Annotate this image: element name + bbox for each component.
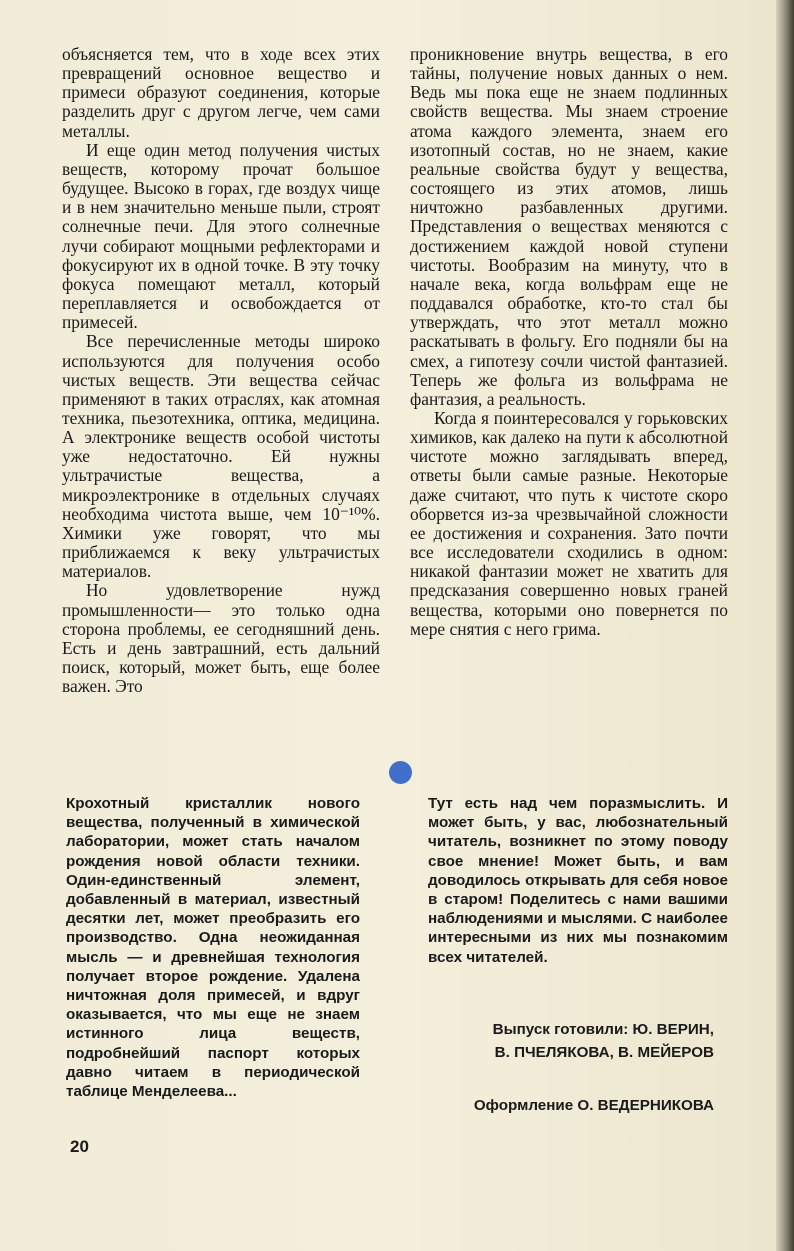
page-number: 20: [70, 1137, 89, 1156]
design-credit: Оформление О. ВЕДЕРНИКОВА: [473, 1097, 714, 1114]
paragraph: Но удовлетворение нужд промышленности— это только одна сторона проблемы, ее сегодняшний день. Есть и день завтрашний, есть дальний поиск, который, может быть, еще более важен. Это: [62, 580, 380, 697]
paragraph: объясняется тем, что в ходе всех этих превращений основное вещество и примеси образуют соединения, которые разделить друг с другом легче, чем сами металлы.: [62, 44, 380, 141]
summary-left-block: [66, 794, 360, 1101]
right-text-column: [410, 45, 728, 639]
summary-text: Крохотный кристаллик нового вещества, полученный в химической лаборатории, может стать началом рождения новой области техники. Один-единственный элемент, добавленный в материал, известный десятки лет, может преобразить его производство. Одна неожиданная мысль — и древнейшая технология получает второе рождение. Удалена ничтожная доля примесей, и вдруг оказывается, что мы еще не знаем истинного лица веществ, подробнейший паспорт которых давно читаем в периодической таблице Менделеева...: [66, 795, 360, 1101]
credits-line: В. ПЧЕЛЯКОВА, В. МЕЙЕРОВ: [494, 1044, 714, 1061]
left-text-column: [62, 45, 380, 696]
paragraph: Когда я поинтересовался у горьковских химиков, как далеко на пути к абсолютной чистоте можно заглядывать вперед, ответы были самые разные. Некоторые даже считают, что путь к чистоте скоро оборвется из-за чрезвычайной сложности ее достижения и сохранения. Зато почти все исследователи сходились в одном: никакой фантазии может не хватить для предсказания совершенно новых граней вещества, которыми оно повернется по мере снятия с него грима.: [410, 407, 728, 639]
page-edge-shadow: [776, 0, 794, 1251]
section-divider-dot: [389, 761, 412, 784]
summary-right-block: [428, 794, 728, 967]
summary-text: Тут есть над чем поразмыслить. И может быть, у вас, любознательный читатель, возникнет по этому поводу свое мнение! Может быть, и вам доводилось открывать для себя новое в старом! Поделитесь с нами вашими наблюдениями и мыслями. С наиболее интересными из них мы познакомим всех читателей.: [428, 795, 728, 966]
issue-credits: [384, 1018, 714, 1064]
paragraph: Все перечисленные методы широко используются для получения особо чистых веществ. Эти вещества сейчас применяют в таких отраслях, как атомная техника, пьезотехника, оптика, медицина. А электронике веществ особой чистоты уже недостаточно. Ей нужны ультрачистые вещества, а микроэлектронике в отдельных случаях необходима чистота выше, чем 10⁻¹⁰%. Химики уже говорят, что мы приближаемся к веку ультрачистых материалов.: [62, 331, 380, 582]
credits-line: Выпуск готовили: Ю. ВЕРИН,: [492, 1021, 714, 1038]
paragraph: И еще один метод получения чистых веществ, которому прочат большое будущее. Высоко в горах, где воздух чище и в нем значительно меньше пыли, строят солнечные печи. Для этого солнечные лучи собирают мощными рефлекторами и фокусируют их в одной точке. В эту точку фокуса помещают металл, который переплавляется и освобождается от примесей.: [62, 139, 380, 333]
paragraph: проникновение внутрь вещества, в его тайны, получение новых данных о нем. Ведь мы пока еще не знаем подлинных свойств вещества. Мы знаем строение атома каждого элемента, знаем его изотопный состав, но не знаем, какие реальные свойства будут у вещества, состоящего из этих атомов, лишь ничтожно разбавленных другими. Представления о веществах меняются с достижением каждой новой ступени чистоты. Вообразим на минуту, что в начале века, когда вольфрам еще не поддавался обработке, кто-то стал бы утверждать, что этот металл можно раскатывать в фольгу. Его подняли бы на смех, а гипотезу сочли чистой фантазией. Теперь же фольга из вольфрама не фантазия, а реальность.: [410, 44, 728, 409]
